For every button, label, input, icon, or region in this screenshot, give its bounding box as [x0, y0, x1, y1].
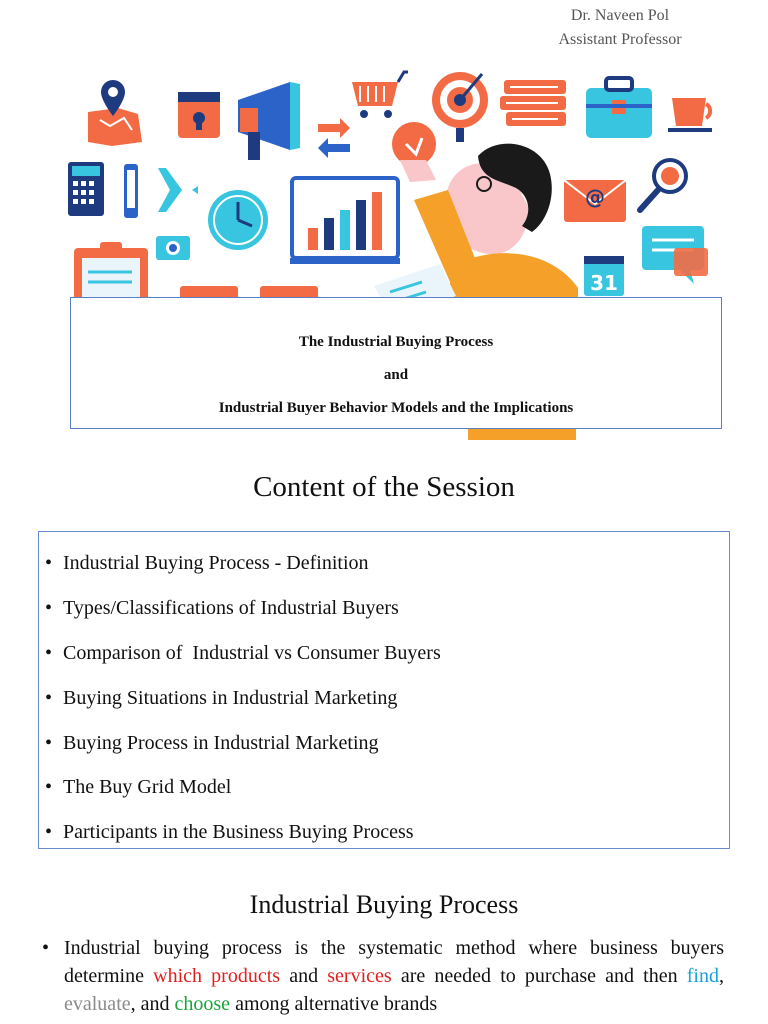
section-heading: Industrial Buying Process	[249, 890, 519, 919]
definition-text-part: ,	[718, 965, 724, 987]
agenda-item-text: Buying Process in Industrial Marketing	[63, 732, 379, 754]
bullet: •	[45, 776, 53, 798]
chat-bubble-icon	[642, 226, 708, 284]
title-line-3: Industrial Buyer Behavior Models and the Implications	[218, 400, 574, 416]
author-name: Dr. Naveen Pol	[570, 7, 670, 24]
agenda-item	[45, 640, 441, 666]
books-icon	[500, 80, 566, 126]
bullet: •	[45, 597, 53, 619]
bullet: •	[45, 687, 53, 709]
title-line-1: The Industrial Buying Process	[298, 334, 494, 350]
author-role: Assistant Professor	[558, 31, 682, 48]
magnifier-icon	[640, 160, 686, 210]
highlight-evaluate: evaluate	[64, 993, 131, 1015]
agenda-item-text: Participants in the Business Buying Process	[63, 821, 414, 843]
agenda-item-text: Types/Classifications of Industrial Buyers	[63, 597, 399, 619]
highlight-which-products: which products	[153, 965, 281, 987]
agenda-item-text: Buying Situations in Industrial Marketing	[63, 687, 398, 709]
exchange-arrows-icon	[318, 118, 350, 158]
calendar-day-number: 31	[590, 271, 618, 295]
agenda-item	[45, 595, 399, 621]
target-icon	[432, 72, 488, 142]
agenda-item-text: Industrial Buying Process - Definition	[63, 552, 369, 574]
airplane-icon	[148, 168, 198, 212]
agenda-item	[45, 730, 379, 756]
bullet: •	[45, 642, 53, 664]
bullet: •	[42, 937, 50, 959]
definition-text-part: are needed to purchase and then	[391, 965, 687, 987]
agenda-box	[38, 531, 730, 849]
definition-text	[64, 934, 724, 1018]
definition-text-part: , and	[130, 993, 175, 1015]
calculator-icon	[68, 162, 104, 216]
session-heading: Content of the Session	[253, 471, 515, 503]
calendar-lock-icon	[178, 92, 220, 138]
email-icon	[564, 180, 626, 222]
definition-text-part: and	[280, 965, 328, 987]
clock-icon	[208, 190, 268, 250]
definition-paragraph	[42, 934, 724, 1018]
briefcase-icon	[586, 78, 652, 138]
coffee-cup-icon	[668, 98, 712, 132]
agenda-item	[45, 685, 397, 711]
definition-text-part: among alternative brands	[230, 993, 438, 1015]
agenda-item	[45, 819, 414, 845]
bullet: •	[45, 732, 53, 754]
title-line-2: and	[383, 367, 409, 383]
megaphone-icon	[238, 82, 300, 160]
bar-chart-monitor-icon	[290, 178, 400, 264]
definition-text-part: Industrial buying process is the systematic method where business buyers determine	[64, 937, 724, 987]
map-pin-icon	[88, 80, 142, 146]
calendar-31-icon	[584, 256, 624, 296]
email-at-symbol: @	[585, 185, 605, 209]
author-block	[520, 4, 720, 52]
highlight-services: services	[327, 965, 392, 987]
bullet: •	[45, 552, 53, 574]
bullet: •	[45, 821, 53, 843]
shopping-cart-icon	[352, 72, 408, 118]
agenda-item-text: Comparison of Industrial vs Consumer Buyers	[63, 642, 441, 664]
agenda-item	[45, 774, 231, 800]
title-box	[70, 297, 722, 429]
highlight-find: find	[686, 965, 719, 987]
camera-icon	[156, 236, 190, 260]
highlight-choose: choose	[174, 993, 231, 1015]
phone-icon	[124, 164, 138, 218]
agenda-item	[45, 550, 369, 576]
agenda-item-text: The Buy Grid Model	[63, 776, 232, 798]
